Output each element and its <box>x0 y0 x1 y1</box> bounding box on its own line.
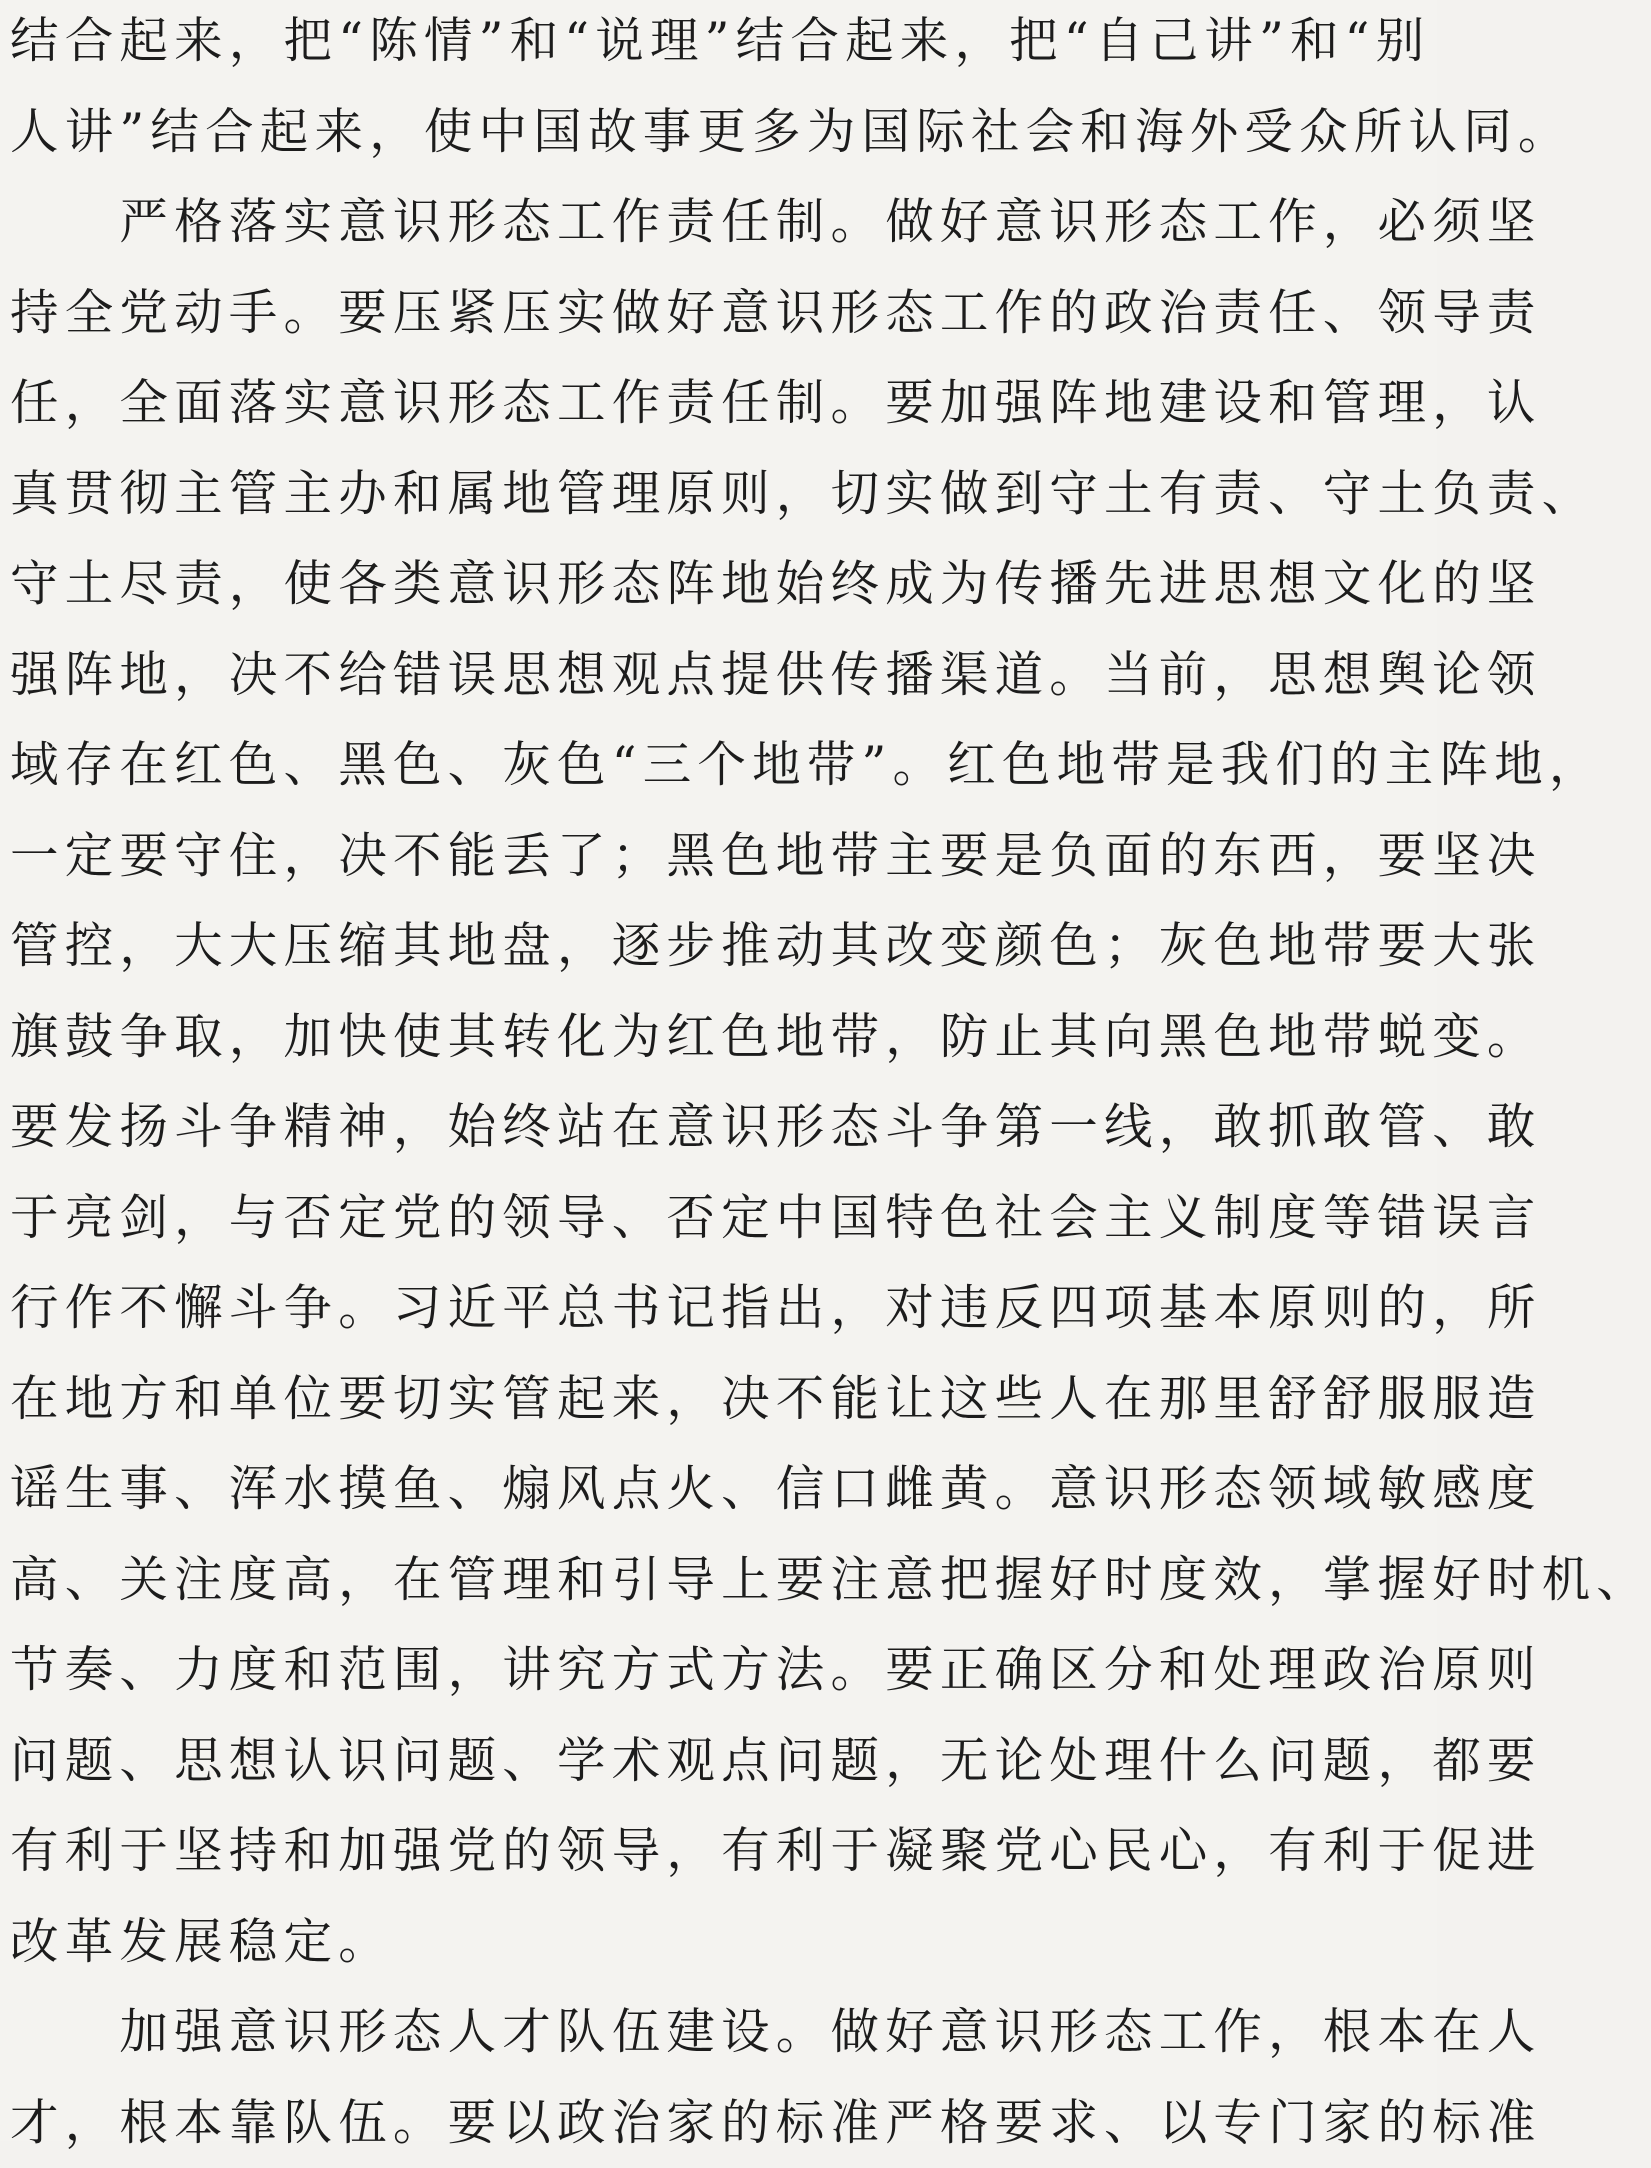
text-line: 人讲”结合起来，使中国故事更多为国际社会和海外受众所认同。 <box>10 87 1430 178</box>
text-line: 要发扬斗争精神，始终站在意识形态斗争第一线，敢抓敢管、敢 <box>10 1082 1430 1173</box>
text-line: 改革发展稳定。 <box>10 1897 1430 1988</box>
text-line: 问题、思想认识问题、学术观点问题，无论处理什么问题，都要 <box>10 1716 1430 1807</box>
text-line: 于亮剑，与否定党的领导、否定中国特色社会主义制度等错误言 <box>10 1173 1430 1264</box>
text-line: 节奏、力度和范围，讲究方式方法。要正确区分和处理政治原则 <box>10 1625 1430 1716</box>
text-line: 结合起来，把“陈情”和“说理”结合起来，把“自己讲”和“别 <box>10 0 1430 87</box>
text-line: 高、关注度高，在管理和引导上要注意把握好时度效，掌握好时机、 <box>10 1535 1430 1626</box>
text-line: 才，根本靠队伍。要以政治家的标准严格要求、以专门家的标准 <box>10 2078 1430 2168</box>
text-line: 在地方和单位要切实管起来，决不能让这些人在那里舒舒服服造 <box>10 1354 1430 1445</box>
text-line: 守土尽责，使各类意识形态阵地始终成为传播先进思想文化的坚 <box>10 539 1430 630</box>
text-line: 任，全面落实意识形态工作责任制。要加强阵地建设和管理，认 <box>10 358 1430 449</box>
text-line: 一定要守住，决不能丢了；黑色地带主要是负面的东西，要坚决 <box>10 811 1430 902</box>
paragraph-start-line: 严格落实意识形态工作责任制。做好意识形态工作，必须坚 <box>10 177 1430 268</box>
text-line: 谣生事、浑水摸鱼、煽风点火、信口雌黄。意识形态领域敏感度 <box>10 1444 1430 1535</box>
text-line: 管控，大大压缩其地盘，逐步推动其改变颜色；灰色地带要大张 <box>10 901 1430 992</box>
text-line: 真贯彻主管主办和属地管理原则，切实做到守土有责、守土负责、 <box>10 449 1430 540</box>
paragraph-start-line: 加强意识形态人才队伍建设。做好意识形态工作，根本在人 <box>10 1987 1430 2078</box>
text-line: 域存在红色、黑色、灰色“三个地带”。红色地带是我们的主阵地， <box>10 720 1430 811</box>
text-line: 行作不懈斗争。习近平总书记指出，对违反四项基本原则的，所 <box>10 1263 1430 1354</box>
text-line: 持全党动手。要压紧压实做好意识形态工作的政治责任、领导责 <box>10 268 1430 359</box>
text-line: 有利于坚持和加强党的领导，有利于凝聚党心民心，有利于促进 <box>10 1806 1430 1897</box>
body-text <box>10 0 1430 2168</box>
text-line: 旗鼓争取，加快使其转化为红色地带，防止其向黑色地带蜕变。 <box>10 992 1430 1083</box>
text-line: 强阵地，决不给错误思想观点提供传播渠道。当前，思想舆论领 <box>10 630 1430 721</box>
